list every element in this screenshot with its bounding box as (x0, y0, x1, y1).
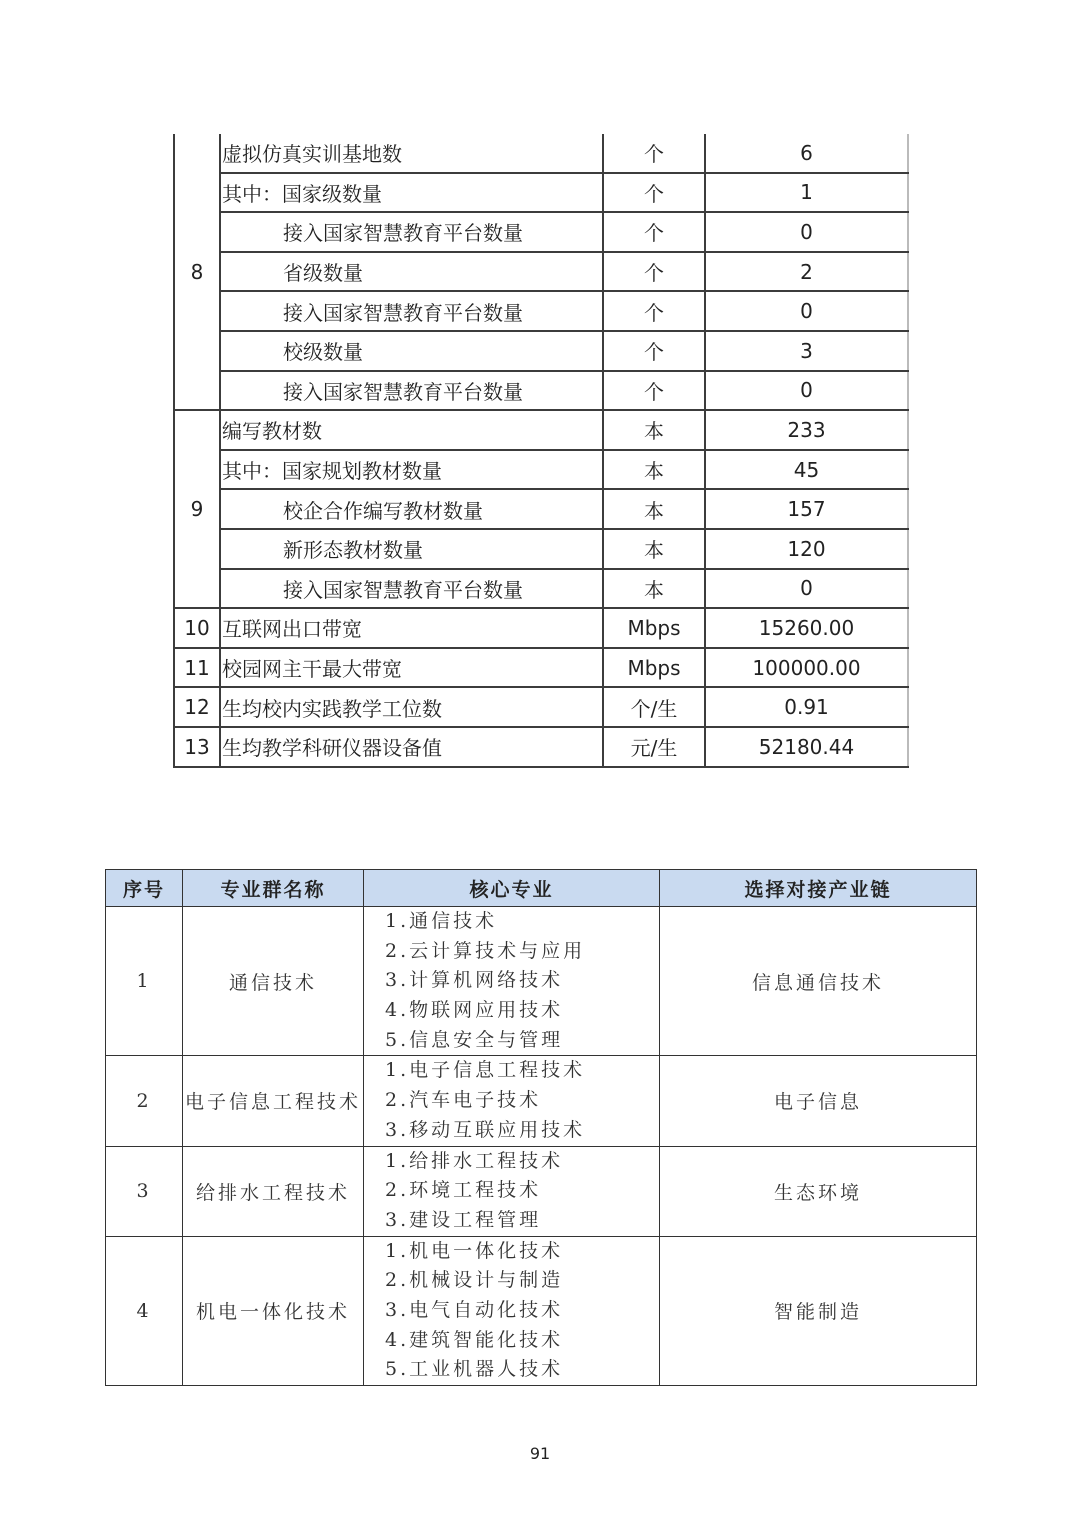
item-unit: 个/生 (603, 687, 705, 727)
header-no: 序号 (106, 870, 183, 907)
table-row (174, 212, 908, 252)
item-name: 接入国家智慧教育平台数量 (220, 371, 603, 411)
table-row (174, 134, 908, 173)
item-unit: 个 (603, 371, 705, 411)
table-row (174, 410, 908, 450)
header-core-majors: 核心专业 (364, 870, 660, 907)
major-item: 2.汽车电子技术 (385, 1089, 542, 1112)
table-row (106, 1236, 977, 1385)
item-value: 0 (705, 371, 908, 411)
table-row (174, 727, 908, 767)
item-name: 其中：国家级数量 (220, 173, 603, 213)
group-name: 电子信息工程技术 (183, 1056, 364, 1146)
table-row (174, 331, 908, 371)
item-value: 1 (705, 173, 908, 213)
professional-group-table (105, 869, 977, 1386)
major-item: 2.机械设计与制造 (385, 1269, 564, 1292)
item-name: 接入国家智慧教育平台数量 (220, 569, 603, 609)
table-row (174, 489, 908, 529)
major-item: 1.给排水工程技术 (385, 1149, 564, 1172)
industry-chain: 信息通信技术 (660, 907, 977, 1056)
table-row (174, 648, 908, 688)
table-row (106, 1056, 977, 1146)
industry-chain: 电子信息 (660, 1056, 977, 1146)
item-name: 省级数量 (220, 252, 603, 292)
item-unit: 元/生 (603, 727, 705, 767)
core-majors (364, 1146, 660, 1236)
table-row (174, 173, 908, 213)
item-unit: 个 (603, 331, 705, 371)
page-number: 91 (529, 1444, 551, 1463)
item-unit: Mbps (603, 648, 705, 688)
item-unit: 个 (603, 291, 705, 331)
industry-chain: 智能制造 (660, 1236, 977, 1385)
core-majors (364, 1056, 660, 1146)
item-name: 接入国家智慧教育平台数量 (220, 212, 603, 252)
row-number: 8 (174, 134, 220, 410)
item-name: 校企合作编写教材数量 (220, 489, 603, 529)
item-value: 0 (705, 569, 908, 609)
group-name: 机电一体化技术 (183, 1236, 364, 1385)
table-row (174, 371, 908, 411)
item-value: 0 (705, 291, 908, 331)
item-value: 6 (705, 134, 908, 173)
facility-stats-table (173, 134, 909, 768)
item-value: 120 (705, 529, 908, 569)
major-item: 1.电子信息工程技术 (385, 1059, 586, 1082)
table-row (174, 569, 908, 609)
item-name: 虚拟仿真实训基地数 (220, 134, 603, 173)
major-item: 4.物联网应用技术 (385, 999, 564, 1022)
item-name: 新形态教材数量 (220, 529, 603, 569)
table-row (174, 608, 908, 648)
row-number: 2 (106, 1056, 183, 1146)
item-unit: Mbps (603, 608, 705, 648)
table-row (174, 529, 908, 569)
row-number: 11 (174, 648, 220, 688)
major-item: 3.电气自动化技术 (385, 1298, 564, 1321)
row-number: 1 (106, 907, 183, 1056)
item-value: 45 (705, 450, 908, 490)
item-name: 其中：国家规划教材数量 (220, 450, 603, 490)
major-item: 1.机电一体化技术 (385, 1239, 564, 1262)
item-value: 15260.00 (705, 608, 908, 648)
item-unit: 个 (603, 173, 705, 213)
item-unit: 本 (603, 489, 705, 529)
item-value: 233 (705, 410, 908, 450)
header-industry-chain: 选择对接产业链 (660, 870, 977, 907)
item-unit: 个 (603, 134, 705, 173)
item-unit: 本 (603, 450, 705, 490)
item-unit: 个 (603, 252, 705, 292)
table-row (174, 252, 908, 292)
item-value: 0.91 (705, 687, 908, 727)
row-number: 13 (174, 727, 220, 767)
item-unit: 个 (603, 212, 705, 252)
item-unit: 本 (603, 569, 705, 609)
major-item: 2.环境工程技术 (385, 1179, 542, 1202)
core-majors (364, 907, 660, 1056)
major-item: 3.计算机网络技术 (385, 969, 564, 992)
item-name: 生均教学科研仪器设备值 (220, 727, 603, 767)
table-row (106, 907, 977, 1056)
row-number: 3 (106, 1146, 183, 1236)
item-value: 0 (705, 212, 908, 252)
row-number: 4 (106, 1236, 183, 1385)
row-number: 9 (174, 410, 220, 608)
major-item: 3.建设工程管理 (385, 1208, 542, 1231)
table-row (174, 687, 908, 727)
major-item: 2.云计算技术与应用 (385, 939, 586, 962)
table-row (106, 1146, 977, 1236)
major-item: 5.工业机器人技术 (385, 1358, 564, 1381)
item-name: 校园网主干最大带宽 (220, 648, 603, 688)
item-unit: 本 (603, 410, 705, 450)
major-item: 3.移动互联应用技术 (385, 1118, 586, 1141)
item-value: 2 (705, 252, 908, 292)
header-group-name: 专业群名称 (183, 870, 364, 907)
row-number: 10 (174, 608, 220, 648)
item-unit: 本 (603, 529, 705, 569)
group-name: 通信技术 (183, 907, 364, 1056)
core-majors (364, 1236, 660, 1385)
item-value: 157 (705, 489, 908, 529)
item-name: 接入国家智慧教育平台数量 (220, 291, 603, 331)
item-name: 生均校内实践教学工位数 (220, 687, 603, 727)
item-name: 编写教材数 (220, 410, 603, 450)
major-item: 1.通信技术 (385, 910, 498, 932)
table-row (174, 450, 908, 490)
major-item: 5.信息安全与管理 (385, 1028, 564, 1051)
industry-chain: 生态环境 (660, 1146, 977, 1236)
major-item: 4.建筑智能化技术 (385, 1328, 564, 1351)
item-value: 3 (705, 331, 908, 371)
item-name: 互联网出口带宽 (220, 608, 603, 648)
item-name: 校级数量 (220, 331, 603, 371)
row-number: 12 (174, 687, 220, 727)
item-value: 100000.00 (705, 648, 908, 688)
table-header-row (106, 870, 977, 907)
group-name: 给排水工程技术 (183, 1146, 364, 1236)
table-row (174, 291, 908, 331)
item-value: 52180.44 (705, 727, 908, 767)
